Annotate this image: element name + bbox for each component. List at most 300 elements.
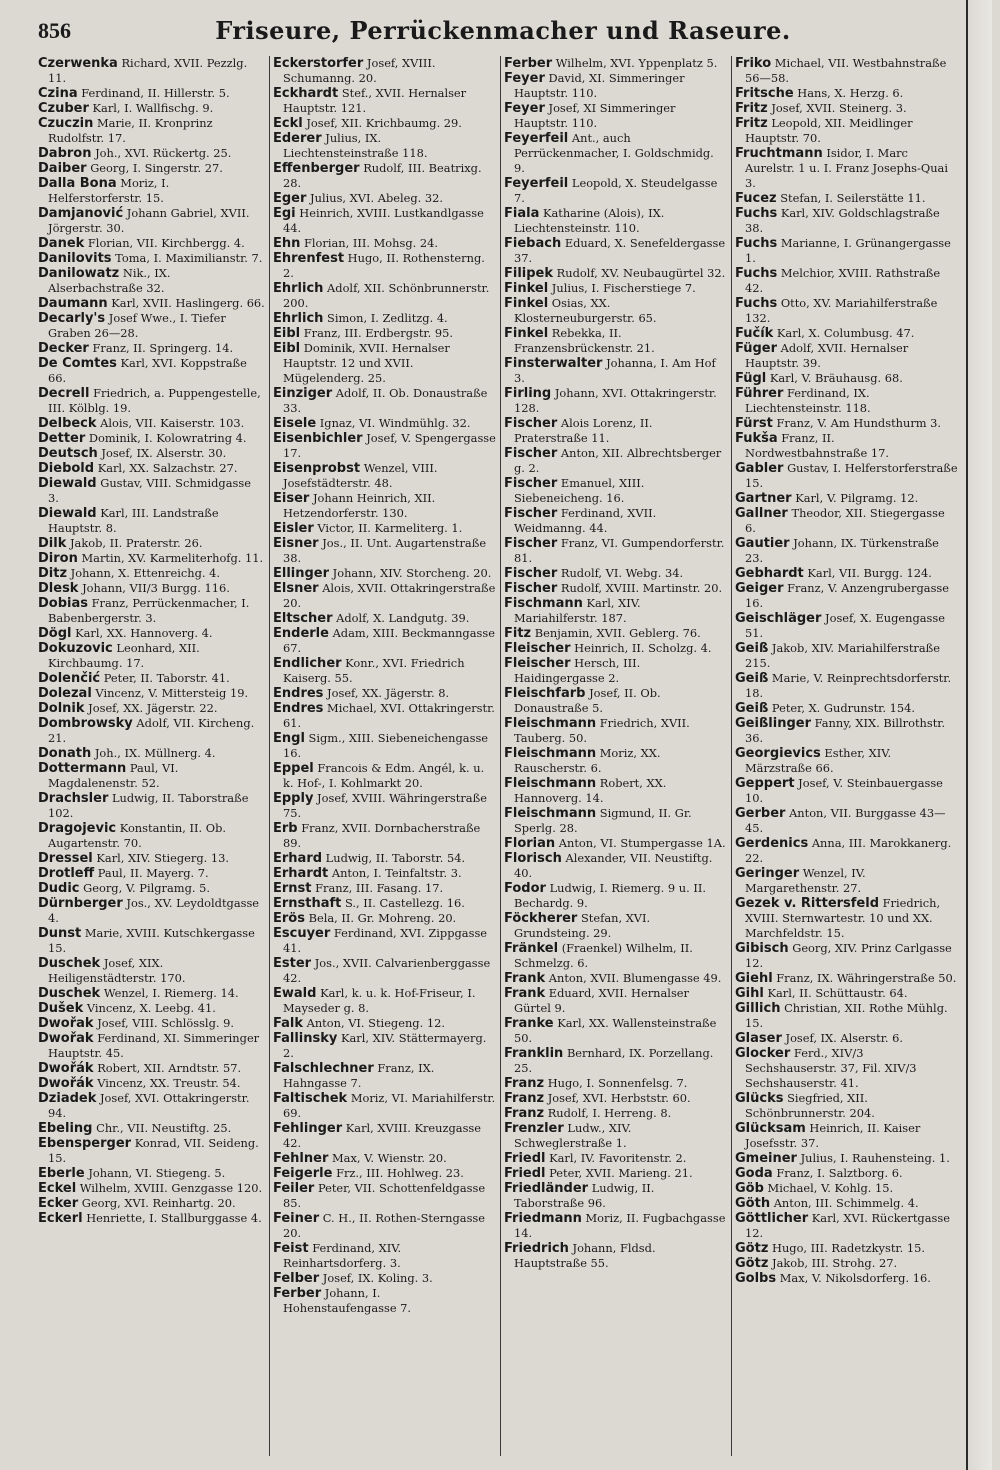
column-2 (269, 56, 500, 1456)
entry-details: Peter, X. Gudrunstr. 154. (771, 701, 915, 715)
directory-entry (735, 716, 958, 746)
entry-name: Dwořák (38, 1061, 94, 1076)
directory-entry (273, 1121, 496, 1151)
directory-entry (38, 56, 265, 86)
entry-details: Ludwig, II. Taborstraße 102. (48, 791, 249, 820)
entry-details: Vincenz, V. Mittersteig 19. (95, 686, 249, 700)
entry-details: Adolf, VII. Kircheng. 21. (48, 716, 255, 745)
entry-details: Julius, I. Fischerstiege 7. (551, 281, 696, 295)
entry-name: Frank (504, 986, 546, 1001)
directory-entry (504, 131, 727, 176)
entry-name: Eiser (273, 491, 310, 506)
directory-entry (273, 86, 496, 116)
page-title: Friseure, Perrückenmacher und Raseure. (215, 16, 791, 45)
directory-entry (504, 641, 727, 656)
directory-entry (273, 326, 496, 341)
directory-entry (273, 491, 496, 521)
directory-entry (273, 386, 496, 416)
entry-name: Elsner (273, 581, 319, 596)
entry-details: Anton, III. Schimmelg. 4. (773, 1196, 919, 1210)
directory-entry (735, 461, 958, 491)
entry-details: Jos., II. Unt. Augartenstraße 38. (283, 536, 487, 565)
directory-entry (735, 566, 958, 581)
entry-details: Franz, IX. Währingerstraße 50. (776, 971, 957, 985)
entry-name: Donath (38, 746, 92, 761)
entry-name: Glücksam (735, 1121, 806, 1136)
directory-entry (38, 296, 265, 311)
directory-entry (38, 641, 265, 671)
entry-details: Anton, I. Teinfaltstr. 3. (331, 866, 462, 880)
entry-name: Fuchs (735, 296, 778, 311)
directory-entry (735, 1046, 958, 1091)
entry-name: Fränkel (504, 941, 559, 956)
entry-details: Rudolf, III. Beatrixg. 28. (283, 161, 482, 190)
entry-details: Michael, XVI. Ottakringerstr. 61. (283, 701, 495, 730)
entry-name: Czuczin (38, 116, 94, 131)
entry-name: Franz (504, 1106, 545, 1121)
entry-details: Marie, V. Reinprechtsdorferstr. 18. (745, 671, 952, 700)
entry-name: Fleischmann (504, 746, 597, 761)
entry-name: Effenberger (273, 161, 360, 176)
directory-entry (735, 506, 958, 536)
directory-entry (504, 446, 727, 476)
entry-name: Dwořák (38, 1076, 94, 1091)
directory-entry (735, 341, 958, 371)
entry-details: Anna, III. Marokkanerg. 22. (745, 836, 952, 865)
entry-details: Johanna, I. Am Hof 3. (514, 356, 716, 385)
entry-details: C. H., II. Rothen-Sterngasse 20. (283, 1211, 486, 1240)
directory-entry (38, 536, 265, 551)
entry-name: Fleischmann (504, 806, 597, 821)
entry-details: Franz, II. Springerg. 14. (92, 341, 234, 355)
entry-details: Wenzel, IV. Margarethenstr. 27. (745, 866, 866, 895)
directory-entry (504, 176, 727, 206)
entry-details: Osias, XX. Klosterneuburgerstr. 65. (514, 296, 657, 325)
entry-details: Peter, II. Taborstr. 41. (103, 671, 230, 685)
directory-entry (504, 851, 727, 881)
entry-details: Joh., XVI. Rückertg. 25. (95, 146, 232, 160)
entry-name: Dolezal (38, 686, 92, 701)
entry-name: Finkel (504, 326, 549, 341)
entry-details: Dominik, I. Kolowratring 4. (88, 431, 247, 445)
directory-entry (273, 431, 496, 461)
entry-details: Ferd., XIV/3 Sechshauserstr. 37, Fil. XIV/3 Sechshauserstr. 41. (745, 1046, 917, 1090)
directory-entry (504, 536, 727, 566)
directory-entry (38, 506, 265, 536)
directory-entry (38, 1166, 265, 1181)
entry-details: David, XI. Simmeringer Hauptstr. 110. (514, 71, 685, 100)
entry-details: Josef, II. Ob. Donaustraße 5. (514, 686, 661, 715)
entry-details: Johann Gabriel, XVII. Jörgerstr. 30. (48, 206, 250, 235)
entry-details: Karl, XVI. Rückertgasse 12. (745, 1211, 950, 1240)
entry-name: Engl (273, 731, 305, 746)
directory-entry (38, 626, 265, 641)
directory-entry (504, 1046, 727, 1076)
entry-details: Ant., auch Perrückenmacher, I. Goldschmidg. 9. (514, 131, 714, 175)
directory-entry (273, 1286, 496, 1316)
entry-details: Franz, Perrückenmacher, I. Babenbergerstr. 3. (48, 596, 250, 625)
entry-details: Victor, II. Karmeliterg. 1. (317, 521, 463, 535)
directory-entry (38, 881, 265, 896)
entry-details: Simon, I. Zedlitzg. 4. (327, 311, 448, 325)
entry-name: Feiner (273, 1211, 320, 1226)
entry-name: Ecker (38, 1196, 79, 1211)
entry-name: Eckerstorfer (273, 56, 364, 71)
directory-columns (38, 56, 964, 1456)
entry-name: Feyerfeil (504, 131, 569, 146)
directory-entry (504, 1211, 727, 1241)
entry-details: Heinrich, II. Scholzg. 4. (574, 641, 712, 655)
entry-name: Diron (38, 551, 78, 566)
entry-name: Ehrlich (273, 311, 324, 326)
directory-entry (38, 206, 265, 236)
directory-entry (38, 1181, 265, 1196)
directory-entry (38, 1211, 265, 1226)
directory-entry (735, 1031, 958, 1046)
entry-name: Gibisch (735, 941, 789, 956)
entry-name: Eckhardt (273, 86, 339, 101)
entry-details: Karl, XIV. Stättermayerg. 2. (283, 1031, 487, 1060)
entry-name: Geißlinger (735, 716, 811, 731)
entry-name: Eger (273, 191, 307, 206)
entry-name: Ditz (38, 566, 68, 581)
entry-details: Johann, VI. Stiegeng. 5. (88, 1166, 226, 1180)
directory-entry (735, 1196, 958, 1211)
directory-entry (273, 56, 496, 86)
entry-details: Julius, IX. Liechtensteinstraße 118. (283, 131, 428, 160)
entry-details: Gustav, I. Helferstorferstraße 15. (745, 461, 958, 490)
entry-name: Einziger (273, 386, 333, 401)
directory-entry (735, 1181, 958, 1196)
entry-details: Adolf, XII. Schönbrunnerstr. 200. (283, 281, 490, 310)
directory-entry (735, 1166, 958, 1181)
entry-details: Alois, VII. Kaiserstr. 103. (100, 416, 245, 430)
entry-name: Gezek v. Rittersfeld (735, 896, 880, 911)
entry-details: Marie, XVIII. Kutschkergasse 15. (48, 926, 255, 955)
directory-entry (504, 941, 727, 971)
entry-name: Goda (735, 1166, 773, 1181)
entry-details: Joh., IX. Müllnerg. 4. (94, 746, 216, 760)
entry-name: Fischer (504, 536, 558, 551)
directory-entry (735, 146, 958, 191)
entry-name: Firling (504, 386, 552, 401)
entry-details: Richard, XVII. Pezzlg. 11. (48, 56, 248, 85)
entry-details: Johann, VII/3 Burgg. 116. (82, 581, 230, 595)
entry-name: Dögl (38, 626, 72, 641)
directory-entry (735, 386, 958, 416)
entry-details: Josef, IX. Alserstr. 30. (101, 446, 227, 460)
directory-entry (38, 581, 265, 596)
entry-details: Josef, XVIII. Währingerstraße 75. (283, 791, 487, 820)
entry-details: Emanuel, XIII. Siebeneicheng. 16. (514, 476, 645, 505)
entry-name: Franke (504, 1016, 554, 1031)
entry-details: Alois, XVII. Ottakringerstraße 20. (283, 581, 496, 610)
entry-details: Isidor, I. Marc Aurelstr. 1 u. I. Franz Josephs-Quai 3. (745, 146, 948, 190)
entry-name: Gillich (735, 1001, 781, 1016)
directory-entry (38, 266, 265, 296)
entry-details: Gustav, VIII. Schmidgasse 3. (48, 476, 251, 505)
entry-details: Jos., XVII. Calvarienberggasse 42. (283, 956, 491, 985)
entry-name: Duschek (38, 986, 101, 1001)
entry-details: Karl, XVIII. Kreuzgasse 42. (283, 1121, 482, 1150)
entry-details: Johann, IX. Türkenstraße 23. (745, 536, 939, 565)
entry-details: Karl, XX. Salzachstr. 27. (97, 461, 238, 475)
entry-name: Diewald (38, 476, 97, 491)
entry-details: Marie, II. Kronprinz Rudolfstr. 17. (48, 116, 213, 145)
directory-entry (504, 296, 727, 326)
entry-name: Fodor (504, 881, 546, 896)
entry-details: Josef Wwe., I. Tiefer Graben 26—28. (48, 311, 226, 340)
entry-details: Vincenz, X. Leebg. 41. (86, 1001, 216, 1015)
entry-name: Glocker (735, 1046, 791, 1061)
entry-details: Franz, V. Anzengrubergasse 16. (745, 581, 950, 610)
directory-entry (735, 866, 958, 896)
entry-name: Friko (735, 56, 772, 71)
directory-entry (38, 311, 265, 341)
directory-entry (273, 956, 496, 986)
directory-entry (273, 986, 496, 1016)
directory-entry (273, 1091, 496, 1121)
entry-name: Eibl (273, 326, 301, 341)
directory-entry (273, 161, 496, 191)
entry-name: Götz (735, 1241, 769, 1256)
entry-name: Gallner (735, 506, 788, 521)
directory-entry (504, 806, 727, 836)
directory-entry (273, 116, 496, 131)
entry-details: Karl, V. Bräuhausg. 68. (769, 371, 903, 385)
entry-details: Josef, XVI. Herbststr. 60. (547, 1091, 691, 1105)
directory-entry (273, 701, 496, 731)
entry-details: Vincenz, XX. Treustr. 54. (97, 1076, 241, 1090)
entry-details: Karl, XIV. Stiegerg. 13. (96, 851, 230, 865)
entry-name: Friedmann (504, 1211, 582, 1226)
entry-name: Endres (273, 686, 324, 701)
directory-entry (38, 986, 265, 1001)
directory-entry (504, 776, 727, 806)
directory-entry (735, 416, 958, 431)
directory-entry (504, 101, 727, 131)
entry-name: Fleischfarb (504, 686, 586, 701)
entry-name: Füger (735, 341, 778, 356)
entry-details: Eduard, X. Senefeldergasse 37. (514, 236, 726, 265)
entry-name: Dudic (38, 881, 80, 896)
entry-name: Decrell (38, 386, 90, 401)
entry-details: Jakob, III. Strohg. 27. (772, 1256, 898, 1270)
directory-entry (38, 416, 265, 431)
entry-details: Karl, XVII. Haslingerg. 66. (111, 296, 265, 310)
entry-details: Jos., XV. Leydoldtgasse 4. (48, 896, 260, 925)
entry-name: Czina (38, 86, 78, 101)
entry-name: Fiebach (504, 236, 562, 251)
directory-entry (38, 701, 265, 716)
directory-entry (504, 416, 727, 446)
entry-name: Dragojevic (38, 821, 117, 836)
entry-details: S., II. Castellezg. 16. (345, 896, 465, 910)
directory-entry (504, 236, 727, 266)
entry-details: Hugo, I. Sonnenfelsg. 7. (547, 1076, 688, 1090)
entry-details: Rudolf, I. Herreng. 8. (547, 1106, 672, 1120)
directory-entry (38, 1076, 265, 1091)
entry-details: Peter, XVII. Marieng. 21. (549, 1166, 693, 1180)
directory-entry (504, 56, 727, 71)
directory-entry (735, 86, 958, 101)
directory-entry (38, 431, 265, 446)
directory-entry (273, 686, 496, 701)
entry-details: Adolf, X. Landgutg. 39. (336, 611, 470, 625)
directory-entry (273, 461, 496, 491)
entry-details: Josef, XVI. Ottakringerstr. 94. (48, 1091, 250, 1120)
entry-name: Ebeling (38, 1121, 93, 1136)
entry-name: Fürst (735, 416, 773, 431)
directory-entry (38, 566, 265, 581)
directory-entry (273, 1061, 496, 1091)
page-number: 856 (38, 18, 71, 43)
entry-name: Gebhardt (735, 566, 804, 581)
directory-entry (504, 1091, 727, 1106)
directory-entry (273, 1211, 496, 1241)
directory-entry (273, 821, 496, 851)
directory-entry (273, 926, 496, 956)
directory-entry (38, 101, 265, 116)
entry-details: Ludwig, II. Taborstraße 96. (514, 1181, 655, 1210)
entry-name: Geringer (735, 866, 800, 881)
entry-details: Moriz, XX. Rauscherstr. 6. (514, 746, 661, 775)
directory-entry (38, 86, 265, 101)
entry-name: Erhardt (273, 866, 329, 881)
entry-details: Michael, VII. Westbahnstraße 56—58. (745, 56, 947, 85)
directory-entry (273, 206, 496, 236)
directory-entry (504, 386, 727, 416)
entry-details: Moriz, II. Fugbachgasse 14. (514, 1211, 726, 1240)
directory-entry (735, 776, 958, 806)
entry-name: Finkel (504, 281, 549, 296)
entry-name: Geiß (735, 641, 769, 656)
entry-name: Glücks (735, 1091, 784, 1106)
entry-name: Danilowatz (38, 266, 120, 281)
entry-details: Jakob, II. Praterstr. 26. (69, 536, 203, 550)
entry-name: Friedländer (504, 1181, 589, 1196)
entry-details: Hersch, III. Haidingergasse 2. (514, 656, 641, 685)
directory-entry (273, 731, 496, 761)
entry-name: Dilk (38, 536, 67, 551)
entry-name: Erhard (273, 851, 323, 866)
entry-details: Friedrich, XVIII. Sternwartestr. 10 und XX. Marchfeldstr. 15. (745, 896, 941, 940)
directory-entry (273, 536, 496, 566)
directory-entry (38, 761, 265, 791)
entry-details: Frz., III. Hohlweg. 23. (336, 1166, 464, 1180)
directory-entry (38, 746, 265, 761)
entry-name: Duschek (38, 956, 101, 971)
directory-entry (504, 356, 727, 386)
entry-details: Anton, XII. Albrechtsberger g. 2. (514, 446, 722, 475)
directory-entry (735, 56, 958, 86)
entry-details: Wilhelm, XVI. Yppenplatz 5. (555, 56, 718, 70)
entry-name: Delbeck (38, 416, 97, 431)
entry-details: Anton, XVII. Blumengasse 49. (548, 971, 722, 985)
entry-details: Karl, VII. Burgg. 124. (807, 566, 932, 580)
entry-name: Endlicher (273, 656, 342, 671)
entry-details: (Fraenkel) Wilhelm, II. Schmelzg. 6. (514, 941, 693, 970)
directory-entry (38, 551, 265, 566)
entry-name: Göttlicher (735, 1211, 809, 1226)
entry-name: Föckherer (504, 911, 578, 926)
entry-details: Adam, XIII. Beckmanngasse 67. (283, 626, 495, 655)
directory-entry (504, 581, 727, 596)
entry-name: De Comtes (38, 356, 117, 371)
entry-name: Gmeiner (735, 1151, 797, 1166)
entry-name: Eckel (38, 1181, 77, 1196)
directory-entry (735, 1001, 958, 1031)
entry-name: Fleischmann (504, 716, 597, 731)
directory-entry (504, 206, 727, 236)
page-edge (966, 0, 992, 1470)
directory-entry (38, 161, 265, 176)
entry-details: Josef, XIX. Heiligenstädterstr. 170. (48, 956, 186, 985)
directory-entry (38, 851, 265, 866)
entry-details: Wenzel, VIII. Josefstädterstr. 48. (283, 461, 438, 490)
directory-entry (735, 116, 958, 146)
directory-entry (273, 191, 496, 206)
directory-entry (504, 656, 727, 686)
directory-entry (735, 191, 958, 206)
entry-name: Geppert (735, 776, 795, 791)
entry-name: Erb (273, 821, 298, 836)
entry-name: Friedl (504, 1151, 546, 1166)
entry-name: Endres (273, 701, 324, 716)
directory-entry (273, 761, 496, 791)
entry-details: Ignaz, VI. Windmühlg. 32. (319, 416, 471, 430)
directory-entry (38, 791, 265, 821)
entry-details: Esther, XIV. Märzstraße 66. (745, 746, 892, 775)
directory-entry (38, 596, 265, 626)
entry-details: Friedrich, XVII. Tauberg. 50. (514, 716, 690, 745)
entry-details: Heinrich, II. Kaiser Josefsstr. 37. (745, 1121, 921, 1150)
entry-details: Karl, XVI. Koppstraße 66. (48, 356, 247, 385)
directory-entry (504, 1121, 727, 1151)
directory-entry (273, 626, 496, 656)
entry-name: Götz (735, 1256, 769, 1271)
directory-entry (504, 971, 727, 986)
entry-name: Eisenbichler (273, 431, 363, 446)
directory-entry (735, 431, 958, 461)
directory-entry (735, 1256, 958, 1271)
entry-details: Adolf, II. Ob. Donaustraße 33. (283, 386, 488, 415)
entry-details: Georg, XIV. Prinz Carlgasse 12. (745, 941, 952, 970)
directory-entry (735, 1151, 958, 1166)
entry-name: Fallinsky (273, 1031, 338, 1046)
directory-entry (38, 671, 265, 686)
entry-details: Johann, Fldsd. Hauptstraße 55. (514, 1241, 656, 1270)
directory-entry (504, 476, 727, 506)
directory-entry (38, 866, 265, 881)
entry-name: Fritz (735, 101, 768, 116)
entry-name: Drachsler (38, 791, 109, 806)
entry-details: Jakob, XIV. Mariahilferstraße 215. (745, 641, 941, 670)
directory-entry (38, 356, 265, 386)
entry-details: Ferdinand, XVII. Weidmanng. 44. (514, 506, 657, 535)
entry-details: Bernhard, IX. Porzellang. 25. (514, 1046, 714, 1075)
directory-entry (38, 461, 265, 476)
entry-name: Dokuzovic (38, 641, 113, 656)
directory-entry (273, 791, 496, 821)
directory-entry (38, 716, 265, 746)
entry-name: Enderle (273, 626, 329, 641)
entry-details: Benjamin, XVII. Geblerg. 76. (534, 626, 701, 640)
entry-details: Johann, I. Hohenstaufengasse 7. (283, 1286, 412, 1315)
directory-entry (735, 1211, 958, 1241)
directory-entry (735, 1091, 958, 1121)
entry-name: Gabler (735, 461, 784, 476)
